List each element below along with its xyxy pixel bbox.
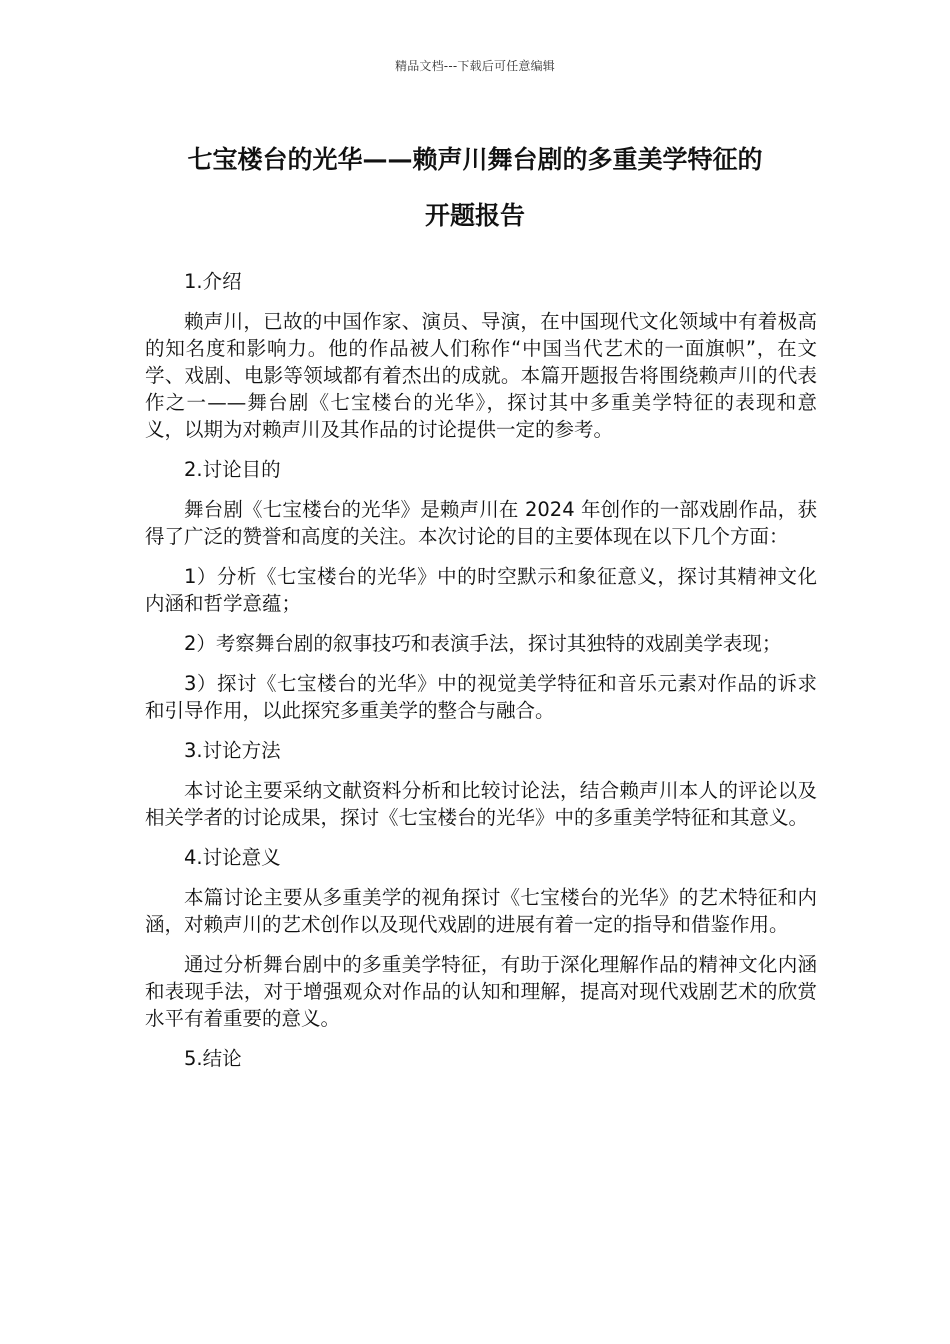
document-title-line-1: 七宝楼台的光华——赖声川舞台剧的多重美学特征的 bbox=[187, 145, 763, 174]
section-heading-method: 3.讨论方法 bbox=[184, 739, 281, 762]
list-item-purpose-1: 1）分析《七宝楼台的光华》中的时空默示和象征意义，探讨其精神文化内涵和哲学意蕴； bbox=[145, 565, 817, 615]
section-heading-conclusion: 5.结论 bbox=[184, 1047, 242, 1070]
document-title bbox=[130, 132, 820, 244]
page-header: 精品文档---下载后可任意编辑 bbox=[395, 59, 555, 73]
list-item-purpose-3: 3）探讨《七宝楼台的光华》中的视觉美学特征和音乐元素对作品的诉求和引导作用，以此探究多重美学的整合与融合。 bbox=[145, 672, 817, 722]
paragraph-method: 本讨论主要采纳文献资料分析和比较讨论法，结合赖声川本人的评论以及相关学者的讨论成果，探讨《七宝楼台的光华》中的多重美学特征和其意义。 bbox=[145, 779, 817, 829]
section-heading-significance: 4.讨论意义 bbox=[184, 846, 281, 869]
list-item-purpose-2: 2）考察舞台剧的叙事技巧和表演手法，探讨其独特的戏剧美学表现； bbox=[184, 632, 782, 655]
section-heading-intro: 1.介绍 bbox=[184, 270, 242, 293]
document-body bbox=[145, 268, 817, 1085]
paragraph-significance-2: 通过分析舞台剧中的多重美学特征，有助于深化理解作品的精神文化内涵和表现手法，对于增强观众对作品的认知和理解，提高对现代戏剧艺术的欣赏水平有着重要的意义。 bbox=[145, 953, 817, 1030]
paragraph-significance-1: 本篇讨论主要从多重美学的视角探讨《七宝楼台的光华》的艺术特征和内涵，对赖声川的艺术创作以及现代戏剧的进展有着一定的指导和借鉴作用。 bbox=[145, 886, 817, 936]
section-heading-purpose: 2.讨论目的 bbox=[184, 458, 281, 481]
paragraph-purpose: 舞台剧《七宝楼台的光华》是赖声川在 2024 年创作的一部戏剧作品，获得了广泛的赞誉和高度的关注。本次讨论的目的主要体现在以下几个方面： bbox=[145, 498, 817, 548]
document-title-line-2: 开题报告 bbox=[424, 201, 525, 230]
paragraph-intro: 赖声川，已故的中国作家、演员、导演，在中国现代文化领域中有着极高的知名度和影响力。他的作品被人们称作“中国当代艺术的一面旗帜”，在文学、戏剧、电影等领域都有着杰出的成就。本篇开题报告将围绕赖声川的代表作之一——舞台剧《七宝楼台的光华》，探讨其中多重美学特征的表现和意义，以期为对赖声川及其作品的讨论提供一定的参考。 bbox=[145, 310, 817, 441]
